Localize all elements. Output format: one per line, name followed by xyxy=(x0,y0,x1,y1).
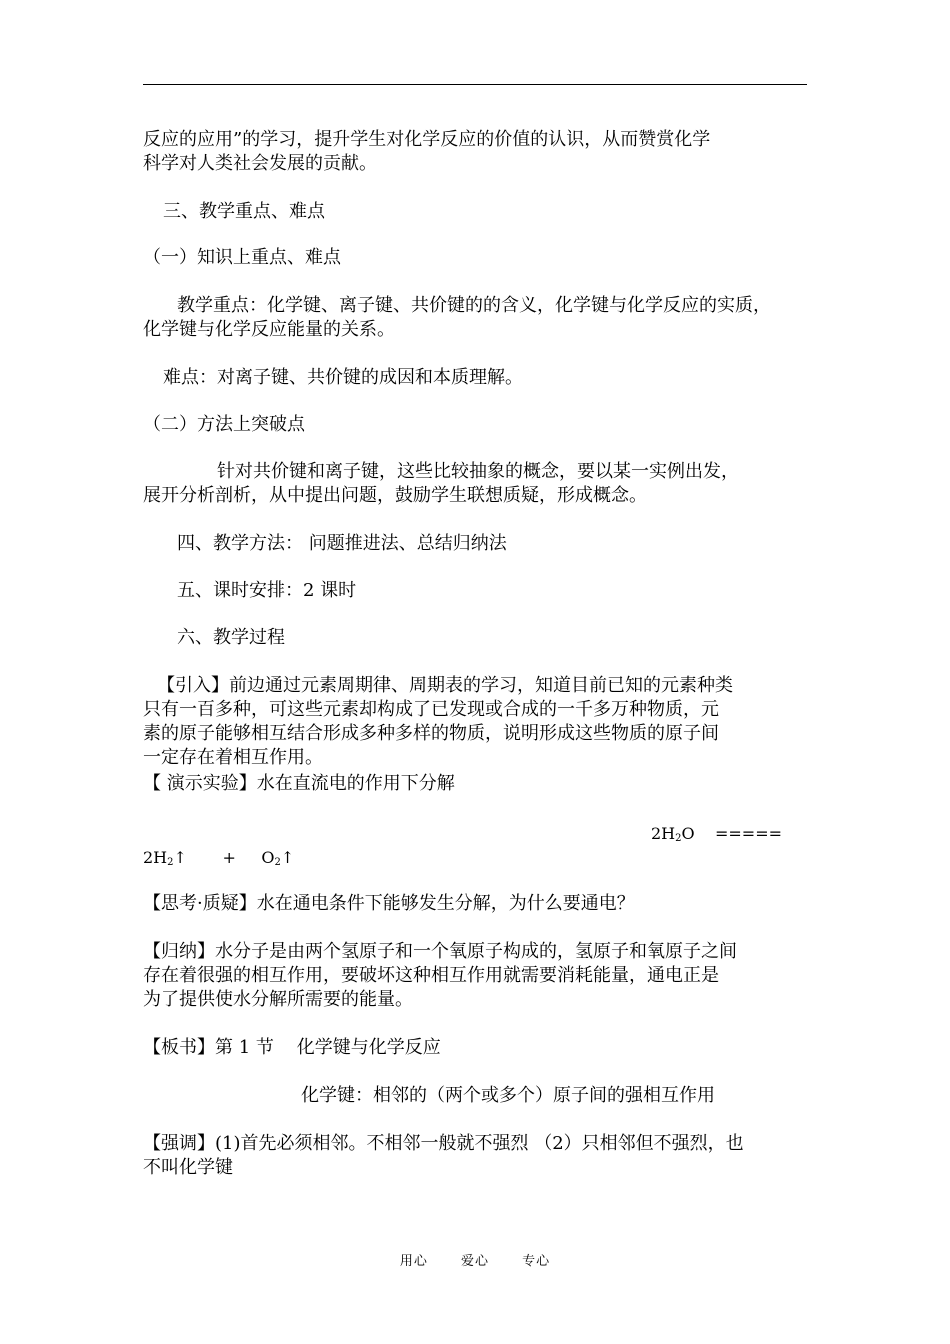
subsection-1-title: （一）知识上重点、难点 xyxy=(143,247,341,268)
method-line-1: 针对共价键和离子键，这些比较抽象的概念，要以某一实例出发， xyxy=(217,461,739,482)
key-points-line-1: 教学重点：化学键、离子键、共价键的的含义，化学键与化学反应的实质， xyxy=(177,295,771,316)
method-line-2: 展开分析剖析，从中提出问题，鼓励学生联想质疑，形成概念。 xyxy=(143,485,647,506)
equation-reactant: $2H_2O$ ===== xyxy=(651,824,783,844)
intro-tag-line-2: 只有一百多种，可这些元素却构成了已发现或合成的一千多万种物质，元 xyxy=(143,699,719,720)
emphasis-line-1: 【强调】(1)首先必须相邻。不相邻一般就不强烈 （2）只相邻但不强烈，也 xyxy=(143,1133,744,1154)
think-question: 【思考·质疑】水在通电条件下能够发生分解，为什么要通电？ xyxy=(143,893,635,914)
conclude-line-1: 【归纳】水分子是由两个氢原子和一个氧原子构成的，氢原子和氧原子之间 xyxy=(143,941,737,962)
conclude-line-2: 存在着很强的相互作用，要破坏这种相互作用就需要消耗能量，通电正是 xyxy=(143,965,719,986)
equation-arrow: ===== xyxy=(714,824,783,843)
section-4: 四、教学方法： 问题推进法、总结归纳法 xyxy=(177,533,507,554)
page-footer xyxy=(0,1250,950,1269)
board-writing: 【板书】第 1 节 化学键与化学反应 xyxy=(143,1037,441,1058)
intro-tag-line-4: 一定存在着相互作用。 xyxy=(143,747,323,768)
footer-item: 爱心 xyxy=(460,1254,489,1269)
equation-products: $2H_2↑$ + $O_2↑$ xyxy=(143,848,295,868)
chemical-bond-definition: 化学键：相邻的（两个或多个）原子间的强相互作用 xyxy=(301,1085,715,1106)
intro-line-2: 科学对人类社会发展的贡献。 xyxy=(143,153,377,174)
intro-line-1: 反应的应用”的学习，提升学生对化学反应的价值的认识，从而赞赏化学 xyxy=(143,129,711,150)
section-3-title: 三、教学重点、难点 xyxy=(163,201,325,222)
demo-experiment: 【 演示实验】水在直流电的作用下分解 xyxy=(143,773,455,794)
subsection-2-title: （二）方法上突破点 xyxy=(143,414,305,435)
key-points-line-2: 化学键与化学反应能量的关系。 xyxy=(143,319,395,340)
footer-item: 用心 xyxy=(399,1254,428,1269)
footer-item: 专心 xyxy=(522,1254,551,1269)
difficulty-text: 难点：对离子键、共价键的成因和本质理解。 xyxy=(163,367,523,388)
header-rule xyxy=(143,84,807,85)
section-6: 六、教学过程 xyxy=(177,627,285,648)
intro-tag-line-1: 【引入】前边通过元素周期律、周期表的学习，知道目前已知的元素种类 xyxy=(157,675,733,696)
section-5: 五、课时安排：2 课时 xyxy=(177,580,357,601)
emphasis-line-2: 不叫化学键 xyxy=(143,1157,233,1178)
conclude-line-3: 为了提供使水分解所需要的能量。 xyxy=(143,989,413,1010)
intro-tag-line-3: 素的原子能够相互结合形成多种多样的物质，说明形成这些物质的原子间 xyxy=(143,723,719,744)
